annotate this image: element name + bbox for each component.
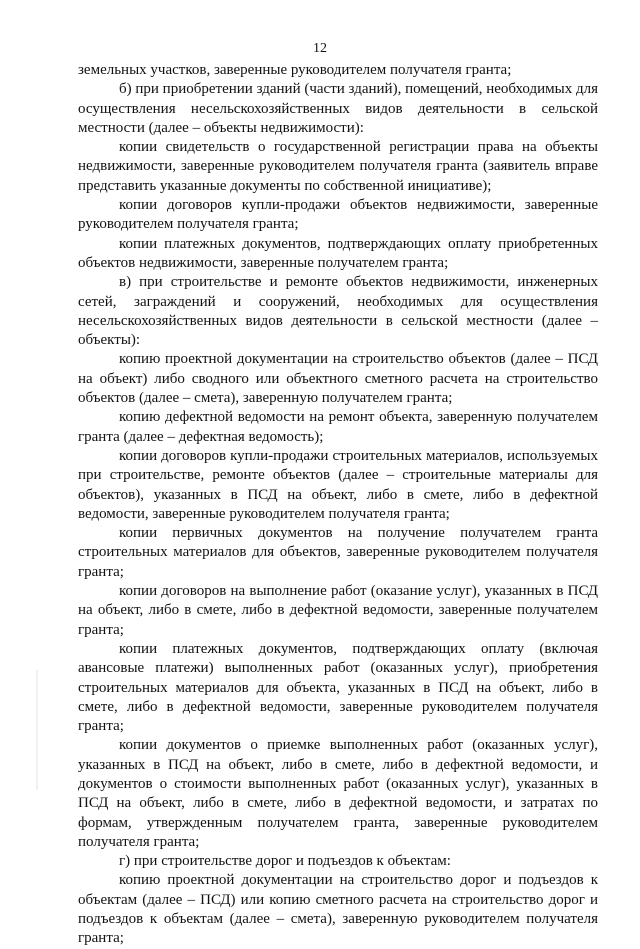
- paragraph-12: копии платежных документов, подтверждающих оплату (включая авансовые платежи) выполненных работ (оказанных услуг), приобретения строительных материалов для объекта, указанных в ПСД на объект, либо в смете, либо в дефектной ведомости, заверенные руководителем получателя гранта;: [78, 640, 598, 735]
- document-body: [78, 61, 598, 949]
- paragraph-14: г) при строительстве дорог и подъездов к объектам:: [119, 853, 451, 870]
- paragraph-8: копию дефектной ведомости на ремонт объекта, заверенную получателем гранта (далее – дефектная ведомость);: [78, 409, 598, 445]
- paragraph-11: копии договоров на выполнение работ (оказание услуг), указанных в ПСД на объект, либо в смете, либо в дефектной ведомости, заверенные получателем гранта;: [78, 583, 598, 638]
- paragraph-10: копии первичных документов на получение получателем гранта строительных материалов для объектов, заверенные руководителем получателя гранта;: [78, 525, 598, 580]
- page-number: 12: [313, 41, 327, 56]
- paragraph-13: копии документов о приемке выполненных работ (оказанных услуг), указанных в ПСД на объект, либо в смете, либо в дефектной ведомости, и документов о стоимости выполненных работ (оказанных услуг), указанных в ПСД на объект, либо в смете, либо в дефектной ведомости, и затратах по формам, утвержденным получателем гранта, заверенные руководителем получателя гранта;: [78, 737, 598, 850]
- paragraph-4: копии договоров купли-продажи объектов недвижимости, заверенные руководителем получателя гранта;: [78, 197, 598, 233]
- paragraph-3: копии свидетельств о государственной регистрации права на объекты недвижимости, заверенные руководителем получателя гранта (заявитель вправе представить указанные документы по собственной инициативе);: [78, 139, 598, 194]
- paragraph-6: в) при строительстве и ремонте объектов недвижимости, инженерных сетей, заграждений и сооружений, необходимых для осуществления несельскохозяйственных видов деятельности в сельской местности (далее – объекты):: [78, 274, 598, 349]
- scan-margin-mark: [36, 670, 38, 790]
- paragraph-15: копию проектной документации на строительство дорог и подъездов к объектам (далее – ПСД) или копию сметного расчета на строительство дорог и подъездов к объектам (далее – смета), заверенную руководителем получателя гранта;: [78, 872, 598, 947]
- paragraph-2: б) при приобретении зданий (части зданий), помещений, необходимых для осуществления несельскохозяйственных видов деятельности в сельской местности (далее – объекты недвижимости):: [78, 81, 598, 136]
- paragraph-9: копии договоров купли-продажи строительных материалов, используемых при строительстве, ремонте объектов (далее – строительные материалы для объектов), указанных в ПСД на объект, либо в смете, либо в дефектной ведомости, заверенные руководителем получателя гранта;: [78, 447, 598, 522]
- paragraph-1: земельных участков, заверенные руководителем получателя гранта;: [78, 62, 512, 78]
- paragraph-5: копии платежных документов, подтверждающих оплату приобретенных объектов недвижимости, заверенные получателем гранта;: [78, 235, 598, 271]
- paragraph-7: копию проектной документации на строительство объектов (далее – ПСД на объект) либо сводного или объектного сметного расчета на строительство объектов (далее – смета), заверенную получателем гранта;: [78, 351, 598, 407]
